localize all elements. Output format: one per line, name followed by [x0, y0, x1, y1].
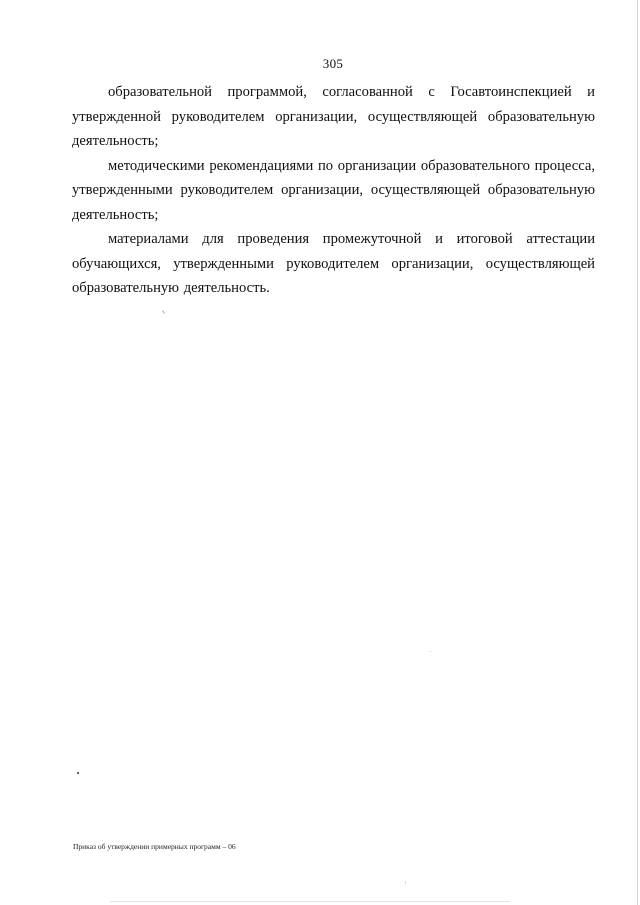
scan-speck	[405, 881, 406, 884]
paragraph-1: образовательной программой, согласованной с Госавтоинспекцией и утвержденной руководителем организации, осуществляющей образовательную деятельность;	[72, 84, 595, 149]
page-edge-right	[637, 0, 638, 905]
scan-speck	[77, 772, 79, 774]
scan-speck	[162, 310, 165, 314]
paragraph-2: методическими рекомендациями по организации образовательного процесса, утвержденными руководителем организации, осуществляющей образовательную деятельность;	[72, 157, 595, 223]
page-footer: Приказ об утверждении примерных программ – 06	[73, 842, 236, 851]
scan-speck	[430, 651, 431, 652]
page-edge-bottom	[110, 901, 510, 902]
body-text	[72, 80, 595, 301]
page-number: 305	[322, 56, 344, 71]
paragraph-3: материалами для проведения промежуточной и итоговой аттестации обучающихся, утвержденными руководителем организации, осуществляющей образовательную деятельность.	[72, 231, 595, 296]
